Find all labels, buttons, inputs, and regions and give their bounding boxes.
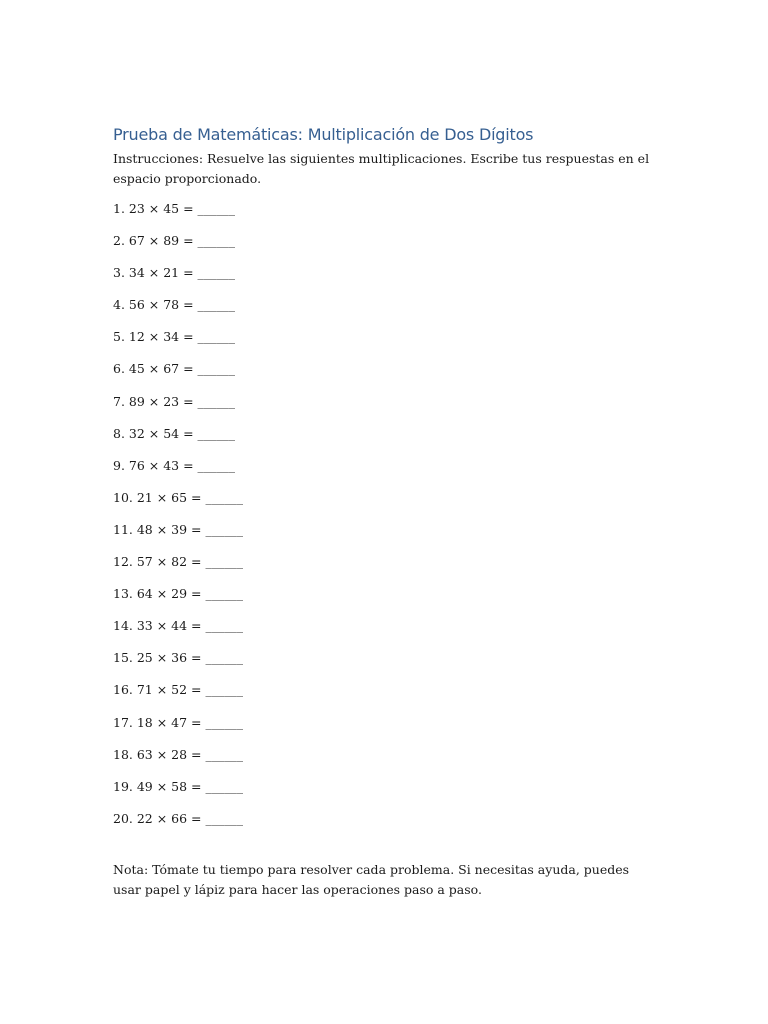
problem-item: 6. 45 × 67 = ______	[113, 361, 236, 377]
problem-item: 11. 48 × 39 = ______	[113, 521, 244, 537]
problem-item: 10. 21 × 65 = ______	[113, 489, 244, 505]
problem-list	[113, 199, 658, 841]
problem-item: 1. 23 × 45 = ______	[113, 201, 236, 216]
problem-item: 19. 49 × 58 = ______	[113, 778, 244, 794]
problem-item: 9. 76 × 43 = ______	[113, 457, 236, 473]
problem-item: 3. 34 × 21 = ______	[113, 265, 236, 281]
problem-item: 12. 57 × 82 = ______	[113, 554, 244, 570]
note-paragraph: Nota: Tómate tu tiempo para resolver cada problema. Si necesitas ayuda, puedes usar papel y lápiz para hacer las operaciones paso a paso.	[113, 861, 630, 897]
document-body	[113, 123, 658, 900]
problem-item: 5. 12 × 34 = ______	[113, 329, 236, 345]
problem-item: 7. 89 × 23 = ______	[113, 393, 236, 409]
problem-item: 4. 56 × 78 = ______	[113, 297, 236, 313]
problem-item: 16. 71 × 52 = ______	[113, 682, 244, 698]
page-title: Prueba de Matemáticas: Multiplicación de Dos Dígitos	[113, 125, 534, 144]
problem-item: 17. 18 × 47 = ______	[113, 714, 244, 730]
problem-item: 15. 25 × 36 = ______	[113, 650, 244, 666]
problem-item: 8. 32 × 54 = ______	[113, 425, 236, 441]
problem-item: 20. 22 × 66 = ______	[113, 810, 244, 826]
problem-item: 14. 33 × 44 = ______	[113, 618, 244, 634]
problem-item: 2. 67 × 89 = ______	[113, 233, 236, 249]
problem-item: 13. 64 × 29 = ______	[113, 586, 244, 602]
instructions-paragraph: Instrucciones: Resuelve las siguientes multiplicaciones. Escribe tus respuestas en el espacio proporcionado.	[113, 151, 650, 186]
problem-item: 18. 63 × 28 = ______	[113, 746, 244, 762]
